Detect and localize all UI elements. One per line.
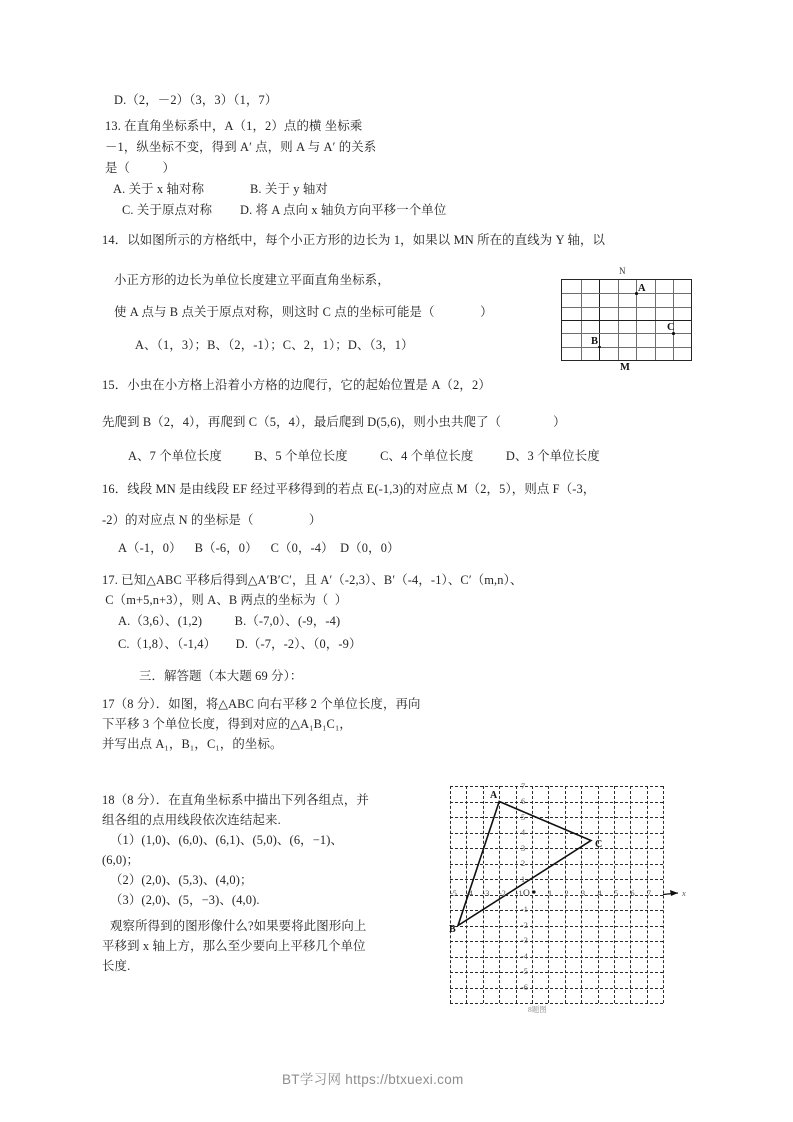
x-tick-4: 4 (597, 889, 602, 898)
q13-line1: 13. 在直角坐标系中，A（1，2）点的横 坐标乘 (105, 119, 363, 133)
y-tick-4: 4 (521, 828, 526, 837)
y-tick-3: 3 (521, 843, 526, 853)
q18-line2: 组各组的点用线段依次连结起来. (102, 813, 281, 827)
y-tick-neg5: -5 (521, 967, 528, 976)
grid-label-n: N (619, 266, 626, 276)
q18-tail3: 长度. (102, 959, 131, 973)
q13-line3: 是（ ） (105, 161, 176, 175)
y-tick-neg1: -1 (521, 905, 528, 914)
x-tick-neg2: -2 (499, 889, 506, 898)
x-tick-7: 7 (647, 889, 652, 898)
q14-grid-figure (561, 279, 692, 361)
q16-line1: 16．线段 MN 是由线段 EF 经过平移得到的若点 E(-1,3)的对应点 M（2，5），则点 F（-3， (102, 482, 596, 496)
q17-choice-line2: C（m+5,n+3），则 A、B 两点的坐标为（ ） (102, 593, 348, 607)
q15-line1: 15．小虫在小方格上沿着小方格的边爬行，它的起始位置是 A（2，2） (102, 378, 491, 392)
x-tick-5: 5 (614, 889, 619, 898)
vertex-label-b: B (449, 924, 456, 935)
q18-group1b: (6,0)； (102, 853, 140, 867)
x-axis-label: x (682, 888, 686, 898)
y-tick-1: 1 (521, 874, 526, 884)
y-tick-2: 2 (521, 859, 526, 868)
x-tick-3: 3 (581, 889, 586, 898)
vertex-label-c: C (595, 839, 603, 850)
figure-caption: 8题图 (528, 1005, 547, 1014)
q17-choice-option-cd: C.（1,8）、（-1,4） D.（-7，-2）、（0，-9） (118, 637, 362, 651)
x-tick-2: 2 (564, 889, 569, 898)
q15-options: A、7 个单位长度 B、5 个单位长度 C、4 个单位长度 D、3 个单位长度 (128, 449, 600, 463)
q15-line2: 先爬到 B（2，4），再爬到 C（5，4），最后爬到 D(5,6)，则小虫共爬了（ ） (102, 415, 566, 429)
q14-line1: 14．以如图所示的方格纸中，每个小正方形的边长为 1，如果以 MN 所在的直线为 Y 轴，以 (102, 233, 606, 247)
q14-line3: 使 A 点与 B 点关于原点对称，则这时 C 点的坐标可能是（ ） (114, 305, 493, 319)
footer-watermark: BT学习网 https://btxuexi.com (282, 1072, 464, 1087)
x-tick-neg3: -3 (482, 889, 490, 898)
section-3-heading: 三．解答题（本大题 69 分）： (139, 669, 303, 683)
x-tick-neg5: -5 (450, 889, 457, 898)
q17-choice-line1: 17. 已知△ABC 平移后得到△A′B′C′，且 A′（-2,3）、B′（-4，-1）、C′（m,n）、 (102, 573, 523, 587)
q18-tail1: 观察所得到的图形像什么?如果要将此图形向上 (110, 919, 367, 933)
origin-dot (532, 890, 535, 893)
y-tick-neg2: -2 (521, 920, 528, 930)
grid-label-m: M (620, 362, 630, 373)
q18-group2: （2）(2,0)、(5,3)、(4,0)； (110, 873, 253, 887)
y-tick-neg6: -6 (521, 982, 528, 992)
x-axis-arrowhead (670, 890, 678, 896)
q13-option-d: D. 将 A 点向 x 轴负方向平移一个单位 (240, 203, 447, 217)
x-tick-6: 6 (630, 889, 635, 898)
q18-group3: （3）(2,0)、(5，−3)、(4,0). (110, 893, 260, 907)
y-tick-neg4: -4 (521, 951, 528, 961)
y-tick-5: 5 (521, 812, 526, 822)
q13-option-b: B. 关于 y 轴对 (250, 182, 328, 196)
q14-options: A、（1，3）；B、（2，-1）；C、2，1）；D、（3，1） (135, 338, 414, 352)
q16-options: A（-1，0） B（-6，0） C（0，-4） D（0，0） (118, 541, 400, 555)
y-tick-6: 6 (521, 797, 526, 806)
q14-line2: 小正方形的边长为单位长度建立平面直角坐标系， (114, 273, 390, 287)
q13-option-a: A. 关于 x 轴对称 (113, 182, 205, 196)
x-tick-neg4: -4 (466, 889, 473, 898)
q17-free-line1: 17（8 分）．如图，将△ABC 向右平移 2 个单位长度，再向 (102, 697, 421, 711)
q13-option-c: C. 关于原点对称 (122, 203, 213, 217)
q17-free-line3: 并写出点 A₁，B₁，C₁，的坐标。 (102, 737, 283, 751)
origin-label: O (523, 889, 530, 899)
q18-tail2: 平移到 x 轴上方，那么至少要向上平移几个单位 (102, 939, 366, 953)
q16-line2: -2）的对应点 N 的坐标是（ ） (102, 513, 322, 527)
q13-line2: －1，纵坐标不变，得到 A′ 点，则 A 与 A′ 的关系 (105, 140, 377, 154)
y-tick-neg3: -3 (521, 936, 528, 945)
q18-group1a: （1）(1,0)、(6,0)、(6,1)、(5,0)、(6，−1)、 (110, 833, 344, 847)
y-tick-7: 7 (521, 782, 526, 791)
vertex-label-a: A (490, 790, 498, 801)
q12-option-d: D.（2，－2）（3，3）（1，7） (114, 93, 278, 107)
grid-vertex-label-a: A (638, 283, 646, 294)
x-tick-neg1: -1 (515, 889, 523, 898)
grid-vertex-label-c: C (667, 322, 675, 333)
q17-free-line2: 下平移 3 个单位长度，得到对应的△A₁B₁C₁， (102, 717, 352, 731)
grid-vertex-label-b: B (591, 336, 599, 347)
grid-point-b (598, 346, 601, 349)
q17-choice-option-ab: A.（3,6）、(1,2) B.（-7,0）、(-9，-4) (118, 614, 341, 628)
q18-line1: 18（8 分）．在直角坐标系中描出下列各组点，并 (102, 793, 369, 807)
coordinate-plane-figure (449, 782, 686, 1003)
x-tick-1: 1 (548, 889, 553, 898)
